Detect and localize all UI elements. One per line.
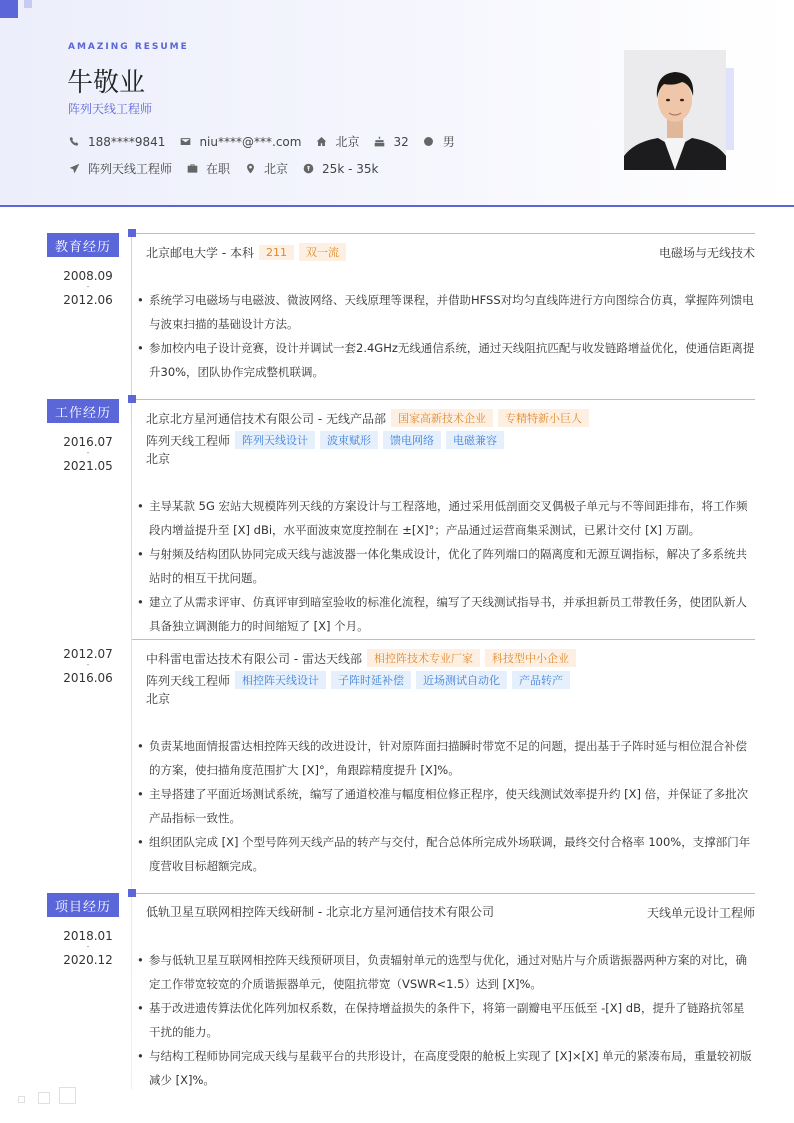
major-name: 电磁场与无线技术 (658, 246, 755, 260)
date-start: 2008.09 (63, 269, 113, 283)
project-role: 天线单元设计工程师 (646, 906, 755, 920)
section-rule (136, 233, 755, 234)
school-name: 北京邮电大学 - 本科 (146, 245, 254, 260)
date-separator: - (86, 661, 90, 669)
contact-age (373, 135, 408, 149)
city-text: 北京 (264, 162, 289, 176)
section-marker (128, 889, 136, 897)
bullet-item: • 参与低轨卫星互联网相控阵天线预研项目，负责辐射单元的选型与优化，通过对贴片与介质谐振器两种方案的对比，确定工作带宽较宽的介质谐振器单元，使阻抗带宽（VSWR<1.5）达到 [X]%。 (137, 948, 755, 996)
briefcase-icon (186, 163, 198, 175)
candidate-name: 牛敬业 (67, 68, 146, 98)
bullet-item: • 负责某地面情报雷达相控阵天线的改进设计，针对原阵面扫描瞬时带宽不足的问题，提出基于子阵时延与相位混合补偿的方案，使扫描角度范围扩大 [X]°，角跟踪精度提升 [X]%。 (137, 734, 755, 782)
tagline: AMAZING RESUME (68, 42, 189, 52)
contact-email (179, 135, 301, 149)
company-name: 北京北方星河通信技术有限公司 - 无线产品部 (146, 411, 386, 426)
phone-text: 188****9841 (88, 134, 166, 149)
skill-tag: 电磁兼容 (446, 431, 504, 449)
bullet-item: • 建立了从需求评审、仿真评审到暗室验收的标准化流程，编写了天线测试指导书，并承担新员工带教任务，使团队新人具备独立调测能力的时间缩短了 [X] 个月。 (137, 590, 755, 638)
header-divider (0, 205, 794, 207)
bullet-item: • 组织团队完成 [X] 个型号阵列天线产品的转产与交付，配合总体所完成外场联调，最终交付合格率 100%，支撑部门年度营收目标超额完成。 (137, 830, 755, 878)
job-role: 阵列天线工程师 (146, 673, 231, 688)
phone-icon (68, 136, 80, 148)
job-entry-head (146, 409, 589, 427)
section-label-education: 教育经历 (47, 233, 119, 257)
date-end: 2012.06 (63, 293, 113, 307)
intent-status (186, 160, 230, 177)
job-role-line (146, 431, 504, 449)
intent-salary (302, 162, 378, 176)
section-rule (136, 399, 755, 400)
salary-icon (302, 163, 314, 175)
company-tag: 国家高新技术企业 (391, 409, 493, 427)
section-marker (128, 395, 136, 403)
intent-position (68, 160, 172, 177)
contact-home (315, 133, 359, 150)
school-tag: 双一流 (299, 243, 346, 261)
bullet-item: • 参加校内电子设计竞赛，设计并调试一套2.4GHz无线通信系统，通过天线阻抗匹配与收发链路增益优化，使通信距离提升30%，团队协作完成整机联调。 (137, 336, 755, 384)
contact-row (68, 133, 469, 150)
bullet-item: • 主导搭建了平面近场测试系统，编写了通道校准与幅度相位修正程序，使天线测试效率提升约 [X] 倍，并保证了多批次产品指标一致性。 (137, 782, 755, 830)
date-end: 2020.12 (63, 953, 113, 967)
company-tag: 科技型中小企业 (485, 649, 576, 667)
skill-tag: 产品转产 (512, 671, 570, 689)
bullet-item: • 主导某款 5G 宏站大规模阵列天线的方案设计与工程落地，通过采用低剖面交叉偶极子单元与不等间距排布，将工作频段内增益提升至 [X] dBi，水平面波束宽度控制在 ±[X]°；产品通过运营商集采测试，已累计交付 [X] 万副。 (137, 494, 755, 542)
home-text: 北京 (335, 135, 360, 149)
bullet-item: • 系统学习电磁场与电磁波、微波网络、天线原理等课程，并借助HFSS对均匀直线阵进行方向图综合仿真，掌握阵列馈电与波束扫描的基础设计方法。 (137, 288, 755, 336)
section-rule (136, 893, 755, 894)
bullet-item: • 与结构工程师协同完成天线与星载平台的共形设计，在高度受限的舱板上实现了 [X]×[X] 单元的紧凑布局，重量较初版减少 [X]%。 (137, 1044, 755, 1092)
timeline-line (131, 230, 132, 1090)
section-label-work: 工作经历 (47, 399, 119, 423)
status-text: 在职 (206, 162, 231, 176)
skill-tag: 馈电网络 (383, 431, 441, 449)
candidate-title: 阵列天线工程师 (68, 102, 153, 116)
project-entry-head (146, 903, 494, 920)
bullet-item: • 基于改进遗传算法优化阵列加权系数，在保持增益损失的条件下，将第一副瓣电平压低至 -[X] dB，提升了链路抗邻星干扰的能力。 (137, 996, 755, 1044)
date-end: 2021.05 (63, 459, 113, 473)
gender-text: 男 (442, 135, 455, 149)
email-text: niu****@***.com (199, 134, 302, 149)
footer-decoration (59, 1087, 76, 1104)
date-separator: - (86, 943, 90, 951)
section-label-project: 项目经历 (47, 893, 119, 917)
corner-decoration-small (24, 0, 32, 8)
position-text: 阵列天线工程师 (88, 162, 173, 176)
date-end: 2016.06 (63, 671, 113, 685)
job-bullets (137, 734, 755, 878)
entry-divider (132, 639, 755, 640)
education-bullets (137, 288, 755, 384)
company-tag: 相控阵技术专业厂家 (367, 649, 480, 667)
mail-icon (179, 136, 191, 148)
project-bullets (137, 948, 755, 1092)
job-role-line (146, 671, 570, 689)
company-tag: 专精特新小巨人 (498, 409, 589, 427)
education-entry-head (146, 243, 346, 261)
contact-gender (423, 133, 455, 150)
job-entry-head (146, 649, 576, 667)
skill-tag: 波束赋形 (320, 431, 378, 449)
date-start: 2018.01 (63, 929, 113, 943)
bullet-item: • 与射频及结构团队协同完成天线与滤波器一体化集成设计，优化了阵列端口的隔离度和无源互调指标，解决了多系统共站时的相互干扰问题。 (137, 542, 755, 590)
skill-tag: 子阵时延补偿 (331, 671, 411, 689)
gender-icon (423, 136, 435, 148)
age-icon (373, 136, 385, 148)
profile-photo (624, 50, 726, 170)
send-icon (68, 163, 80, 175)
skill-tag: 阵列天线设计 (235, 431, 315, 449)
project-name: 低轨卫星互联网相控阵天线研制 - 北京北方星河通信技术有限公司 (146, 905, 494, 919)
company-name: 中科雷电雷达技术有限公司 - 雷达天线部 (146, 651, 362, 666)
date-start: 2012.07 (63, 647, 113, 661)
intent-row (68, 160, 392, 177)
intent-city (244, 160, 288, 177)
age-text: 32 (393, 134, 409, 149)
footer-decoration (38, 1092, 50, 1104)
location-icon (244, 163, 256, 175)
school-tag: 211 (259, 245, 294, 260)
skill-tag: 相控阵天线设计 (235, 671, 326, 689)
home-icon (315, 136, 327, 148)
job-city: 北京 (146, 452, 171, 466)
date-start: 2016.07 (63, 435, 113, 449)
job-bullets (137, 494, 755, 638)
contact-phone (68, 135, 165, 149)
job-role: 阵列天线工程师 (146, 433, 231, 448)
date-separator: - (86, 283, 90, 291)
section-marker (128, 229, 136, 237)
corner-decoration (0, 0, 18, 18)
footer-decoration (18, 1096, 25, 1103)
date-separator: - (86, 449, 90, 457)
salary-text: 25k - 35k (322, 161, 379, 176)
skill-tag: 近场测试自动化 (416, 671, 507, 689)
job-city: 北京 (146, 692, 171, 706)
